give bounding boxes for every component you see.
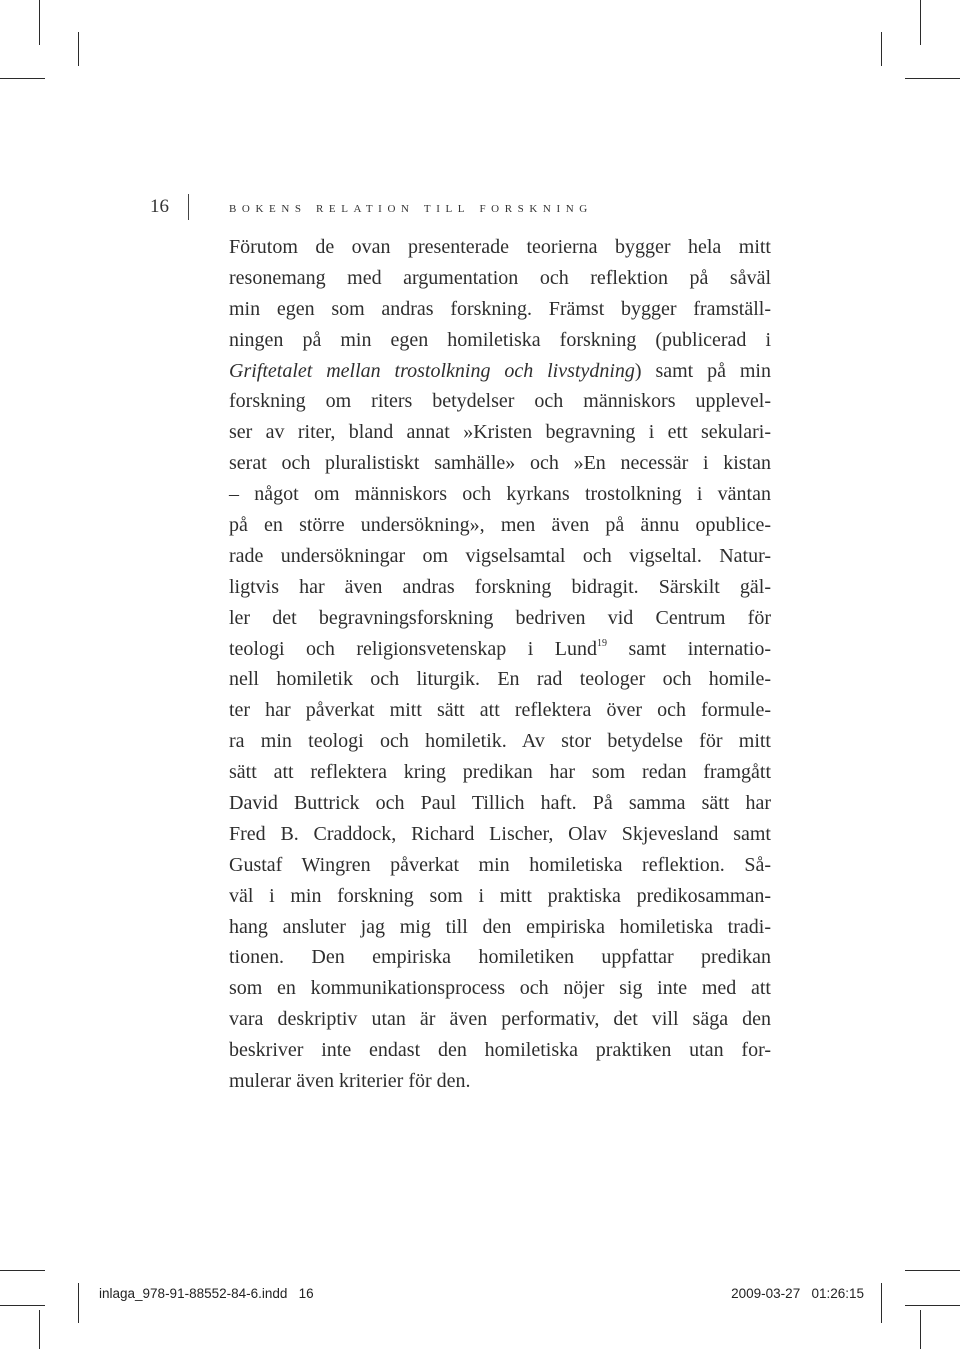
text-line: mulerar även kriterier för den. [229,1070,471,1093]
book-title: Griftetalet mellan trostolkning och livstydning [229,359,635,382]
text-line: beskriver inte endast den homiletiska praktiken utan for- [229,1039,771,1062]
text-fragment: ) samt på min [634,359,771,382]
running-header [0,194,960,224]
text-line: Gustaf Wingren påverkat min homiletiska reflektion. Så- [229,853,771,876]
text-line: min egen som andras forskning. Främst bygger framställ- [229,297,771,320]
header-divider [188,194,189,220]
body-paragraph [229,232,771,1097]
crop-mark [905,1305,960,1306]
text-line [229,356,771,387]
text-line: som en kommunikationsprocess och nöjer sig inte med att [229,977,771,1000]
crop-mark [0,78,45,79]
crop-mark [920,0,921,45]
text-line: David Buttrick och Paul Tillich haft. På samma sätt har [229,792,771,815]
text-line: väl i min forskning som i mitt praktiska predikosamman- [229,884,771,907]
crop-mark [881,1283,882,1323]
text-fragment: teologi och religionsvetenskap i Lund [229,637,597,660]
text-line: ningen på min egen homiletiska forskning (publicerad i [229,328,771,351]
crop-mark [881,32,882,66]
slug-datetime: 2009-03-27 01:26:15 [731,1286,864,1301]
text-line: – något om människors och kyrkans trostolkning i väntan [229,483,771,506]
text-line [229,634,771,665]
crop-mark [39,1310,40,1349]
crop-mark [905,1270,960,1271]
crop-mark [0,1270,45,1271]
text-line: ler det begravningsforskning bedriven vid Centrum för [229,606,771,629]
text-line: på en större undersökning», men även på ännu opublice- [229,514,771,537]
text-line: rade undersökningar om vigselsamtal och vigseltal. Natur- [229,544,771,567]
text-line: ra min teologi och homiletik. Av stor betydelse för mitt [229,730,771,753]
slug-filename: inlaga_978-91-88552-84-6.indd 16 [99,1286,314,1301]
text-line: serat och pluralistiskt samhälle» och »En necessär i kistan [229,452,771,475]
footnote-reference[interactable]: 19 [597,637,607,649]
crop-mark [920,1310,921,1349]
text-fragment: samt internatio- [607,637,771,660]
crop-mark [39,0,40,45]
text-line: vara deskriptiv utan är även performativ, det vill säga den [229,1008,771,1031]
text-line: ter har påverkat mitt sätt att reflektera över och formule- [229,699,771,722]
text-line: resonemang med argumentation och reflektion på såväl [229,266,771,289]
text-line: ser av riter, bland annat »Kristen begravning i ett sekulari- [229,421,771,444]
crop-mark [905,78,960,79]
running-head-title: bokens relation till forskning [229,200,593,216]
crop-mark [78,1283,79,1323]
text-line: hang ansluter jag mig till den empiriska homiletiska tradi- [229,915,771,938]
page-number: 16 [150,196,169,217]
crop-mark [0,1305,45,1306]
text-line: forskning om riters betydelser och människors upplevel- [229,390,771,413]
text-line: Fred B. Craddock, Richard Lischer, Olav Skjevesland samt [229,822,771,845]
text-line: sätt att reflektera kring predikan har som redan framgått [229,761,771,784]
text-line: nell homiletik och liturgik. En rad teologer och homile- [229,668,771,691]
text-line: ligtvis har även andras forskning bidragit. Särskilt gäl- [229,575,771,598]
text-line: tionen. Den empiriska homiletiken uppfattar predikan [229,946,771,969]
text-line: Förutom de ovan presenterade teorierna bygger hela mitt [229,236,771,258]
crop-mark [78,32,79,66]
